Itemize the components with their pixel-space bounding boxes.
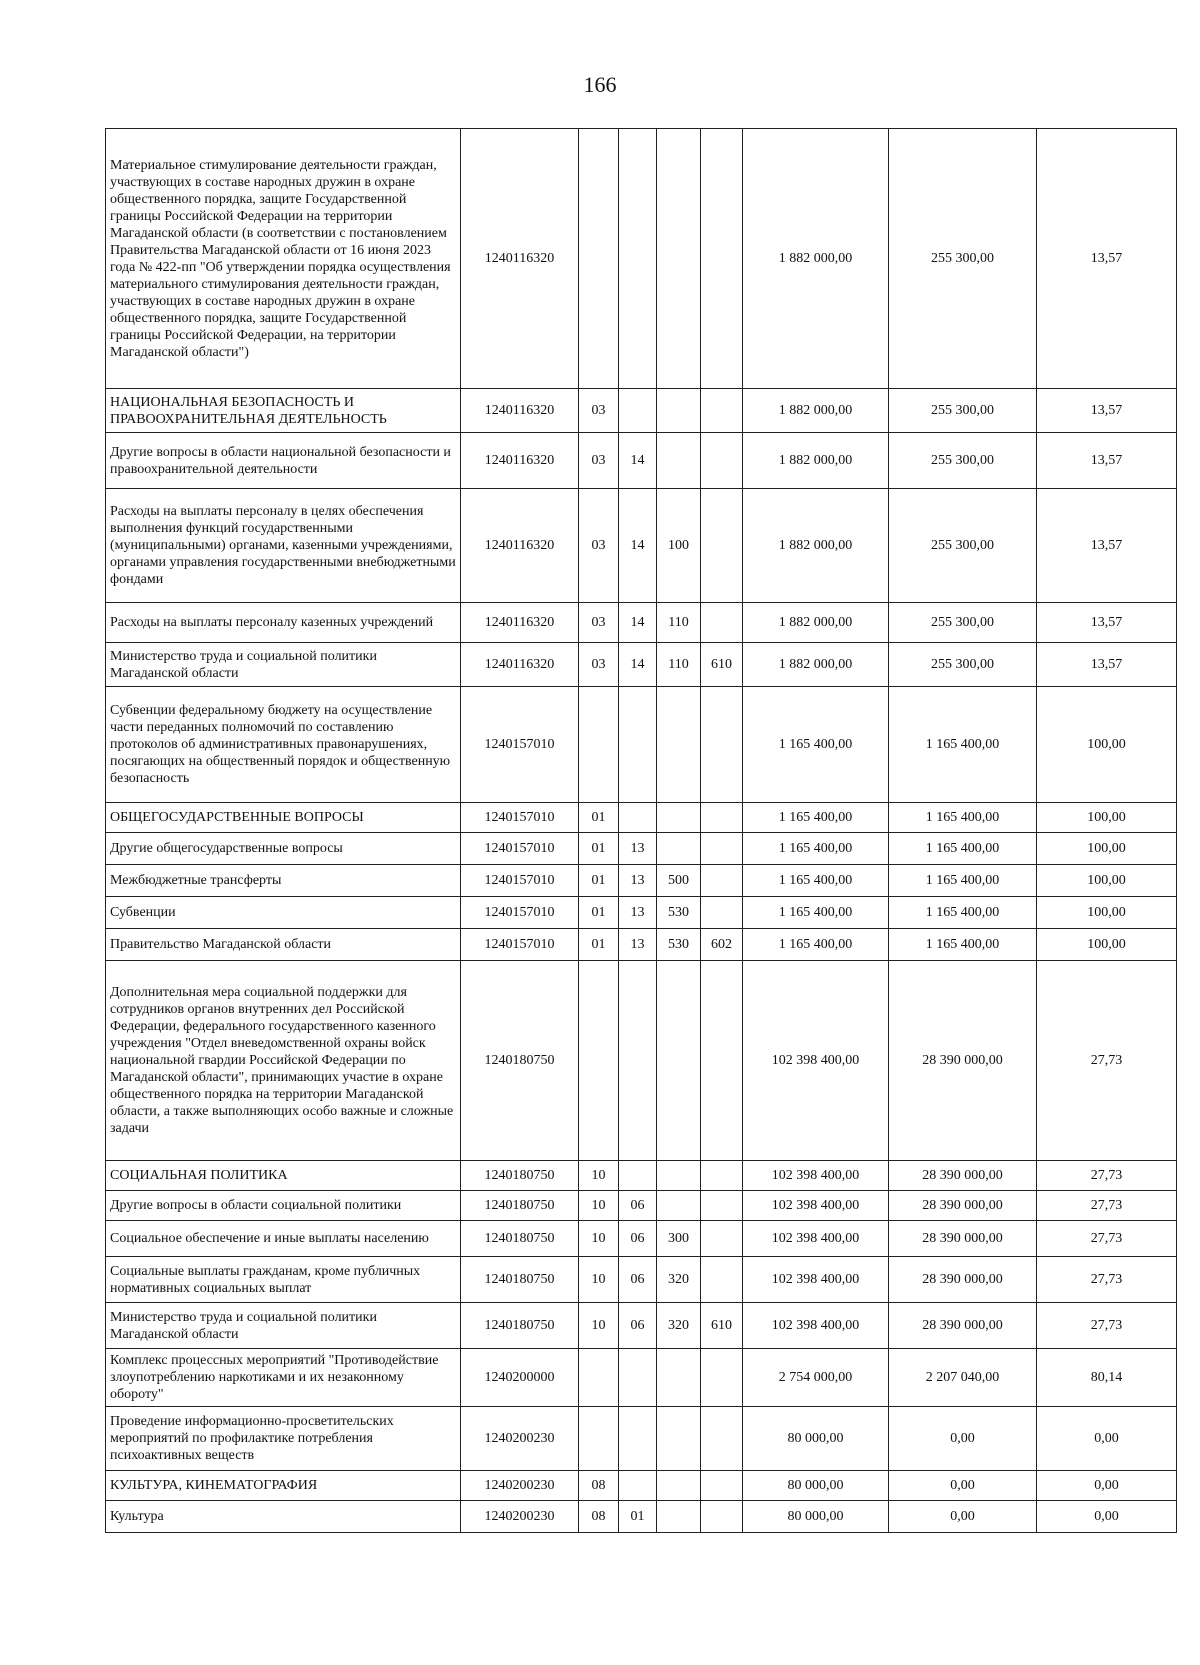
row-expense-type xyxy=(657,687,701,803)
row-name: Социальное обеспечение и иные выплаты населению xyxy=(106,1221,461,1257)
row-expense-type xyxy=(657,803,701,833)
row-section: 10 xyxy=(579,1303,619,1349)
row-percent: 13,57 xyxy=(1037,129,1177,389)
row-expense-type: 300 xyxy=(657,1221,701,1257)
row-section xyxy=(579,961,619,1161)
table-row xyxy=(106,1257,1177,1303)
row-subsection: 06 xyxy=(619,1191,657,1221)
row-expense-type xyxy=(657,833,701,865)
row-actual-amount: 1 165 400,00 xyxy=(889,929,1037,961)
row-code: 1240116320 xyxy=(461,433,579,489)
row-section: 01 xyxy=(579,803,619,833)
row-admin-code xyxy=(701,1191,743,1221)
row-actual-amount: 1 165 400,00 xyxy=(889,687,1037,803)
row-percent: 27,73 xyxy=(1037,1221,1177,1257)
row-subsection xyxy=(619,687,657,803)
row-section: 10 xyxy=(579,1257,619,1303)
row-plan-amount: 80 000,00 xyxy=(743,1471,889,1501)
row-plan-amount: 80 000,00 xyxy=(743,1407,889,1471)
row-expense-type: 110 xyxy=(657,603,701,643)
row-actual-amount: 28 390 000,00 xyxy=(889,961,1037,1161)
row-section xyxy=(579,687,619,803)
row-subsection: 06 xyxy=(619,1257,657,1303)
row-actual-amount: 1 165 400,00 xyxy=(889,833,1037,865)
row-name: Расходы на выплаты персоналу казенных учреждений xyxy=(106,603,461,643)
budget-table xyxy=(105,128,1177,1533)
row-actual-amount: 28 390 000,00 xyxy=(889,1191,1037,1221)
row-plan-amount: 1 165 400,00 xyxy=(743,803,889,833)
table-row xyxy=(106,961,1177,1161)
row-section: 10 xyxy=(579,1191,619,1221)
row-admin-code xyxy=(701,1221,743,1257)
row-name: Другие вопросы в области социальной политики xyxy=(106,1191,461,1221)
row-percent: 27,73 xyxy=(1037,1303,1177,1349)
table-row xyxy=(106,1407,1177,1471)
row-code: 1240180750 xyxy=(461,1257,579,1303)
row-expense-type xyxy=(657,1407,701,1471)
row-code: 1240180750 xyxy=(461,1161,579,1191)
row-expense-type xyxy=(657,389,701,433)
row-section: 01 xyxy=(579,929,619,961)
row-plan-amount: 102 398 400,00 xyxy=(743,1161,889,1191)
row-subsection: 13 xyxy=(619,865,657,897)
row-code: 1240116320 xyxy=(461,129,579,389)
row-actual-amount: 255 300,00 xyxy=(889,129,1037,389)
row-name: Межбюджетные трансферты xyxy=(106,865,461,897)
row-subsection xyxy=(619,389,657,433)
row-admin-code xyxy=(701,1501,743,1533)
table-row xyxy=(106,1221,1177,1257)
row-section: 03 xyxy=(579,433,619,489)
row-section: 03 xyxy=(579,603,619,643)
row-actual-amount: 1 165 400,00 xyxy=(889,865,1037,897)
row-plan-amount: 1 882 000,00 xyxy=(743,433,889,489)
row-code: 1240116320 xyxy=(461,603,579,643)
row-name: СОЦИАЛЬНАЯ ПОЛИТИКА xyxy=(106,1161,461,1191)
row-percent: 13,57 xyxy=(1037,643,1177,687)
row-plan-amount: 102 398 400,00 xyxy=(743,1221,889,1257)
table-row xyxy=(106,1471,1177,1501)
row-section: 08 xyxy=(579,1501,619,1533)
row-expense-type: 500 xyxy=(657,865,701,897)
row-plan-amount: 102 398 400,00 xyxy=(743,1191,889,1221)
row-actual-amount: 2 207 040,00 xyxy=(889,1349,1037,1407)
row-percent: 0,00 xyxy=(1037,1407,1177,1471)
row-plan-amount: 102 398 400,00 xyxy=(743,961,889,1161)
table-row xyxy=(106,929,1177,961)
row-section: 01 xyxy=(579,833,619,865)
row-subsection xyxy=(619,1161,657,1191)
row-name: Материальное стимулирование деятельности граждан, участвующих в составе народных дружин в охране общественного порядка, защите Государственной границы Российской Федерации на территории Магаданской области (в соответствии с постановлением Правительства Магаданской области от 16 июня 2023 года № 422-пп "Об утверждении порядка осуществления материального стимулирования деятельности граждан, участвующих в составе народных дружин в охране общественного порядка, защите Государственной границы Российской Федерации, на территории Магаданской области") xyxy=(106,129,461,389)
row-percent: 80,14 xyxy=(1037,1349,1177,1407)
row-subsection: 14 xyxy=(619,489,657,603)
row-expense-type: 320 xyxy=(657,1257,701,1303)
row-percent: 100,00 xyxy=(1037,865,1177,897)
row-name: Культура xyxy=(106,1501,461,1533)
row-subsection xyxy=(619,1349,657,1407)
row-expense-type xyxy=(657,1191,701,1221)
row-actual-amount: 255 300,00 xyxy=(889,603,1037,643)
row-expense-type xyxy=(657,961,701,1161)
row-actual-amount: 0,00 xyxy=(889,1407,1037,1471)
row-name: Комплекс процессных мероприятий "Противодействие злоупотреблению наркотиками и их незаконному обороту" xyxy=(106,1349,461,1407)
row-percent: 100,00 xyxy=(1037,803,1177,833)
row-code: 1240157010 xyxy=(461,833,579,865)
row-admin-code xyxy=(701,129,743,389)
row-expense-type: 100 xyxy=(657,489,701,603)
table-row xyxy=(106,389,1177,433)
row-name: Министерство труда и социальной политики Магаданской области xyxy=(106,1303,461,1349)
row-expense-type xyxy=(657,433,701,489)
row-admin-code xyxy=(701,961,743,1161)
table-row xyxy=(106,1501,1177,1533)
row-code: 1240180750 xyxy=(461,1191,579,1221)
row-actual-amount: 28 390 000,00 xyxy=(889,1161,1037,1191)
row-expense-type: 110 xyxy=(657,643,701,687)
row-actual-amount: 28 390 000,00 xyxy=(889,1221,1037,1257)
row-subsection xyxy=(619,803,657,833)
row-admin-code xyxy=(701,803,743,833)
table-row xyxy=(106,833,1177,865)
row-expense-type xyxy=(657,1349,701,1407)
row-expense-type: 530 xyxy=(657,929,701,961)
row-percent: 100,00 xyxy=(1037,687,1177,803)
row-name: Субвенции xyxy=(106,897,461,929)
table-row xyxy=(106,1303,1177,1349)
row-section: 10 xyxy=(579,1221,619,1257)
table-row xyxy=(106,1191,1177,1221)
row-percent: 27,73 xyxy=(1037,961,1177,1161)
row-actual-amount: 0,00 xyxy=(889,1501,1037,1533)
row-section: 03 xyxy=(579,489,619,603)
row-plan-amount: 1 165 400,00 xyxy=(743,929,889,961)
row-percent: 13,57 xyxy=(1037,603,1177,643)
row-code: 1240157010 xyxy=(461,687,579,803)
row-admin-code: 610 xyxy=(701,643,743,687)
row-plan-amount: 102 398 400,00 xyxy=(743,1303,889,1349)
row-section xyxy=(579,1407,619,1471)
row-plan-amount: 102 398 400,00 xyxy=(743,1257,889,1303)
row-name: Социальные выплаты гражданам, кроме публичных нормативных социальных выплат xyxy=(106,1257,461,1303)
row-percent: 0,00 xyxy=(1037,1501,1177,1533)
row-name: КУЛЬТУРА, КИНЕМАТОГРАФИЯ xyxy=(106,1471,461,1501)
row-name: Министерство труда и социальной политики Магаданской области xyxy=(106,643,461,687)
row-code: 1240180750 xyxy=(461,1303,579,1349)
row-expense-type xyxy=(657,129,701,389)
row-plan-amount: 1 165 400,00 xyxy=(743,687,889,803)
row-percent: 13,57 xyxy=(1037,433,1177,489)
row-admin-code xyxy=(701,897,743,929)
row-percent: 100,00 xyxy=(1037,833,1177,865)
row-plan-amount: 1 882 000,00 xyxy=(743,643,889,687)
row-subsection: 13 xyxy=(619,897,657,929)
row-code: 1240116320 xyxy=(461,489,579,603)
row-actual-amount: 255 300,00 xyxy=(889,389,1037,433)
row-section: 03 xyxy=(579,389,619,433)
row-plan-amount: 1 165 400,00 xyxy=(743,897,889,929)
row-name: Проведение информационно-просветительских мероприятий по профилактике потребления психоактивных веществ xyxy=(106,1407,461,1471)
row-percent: 100,00 xyxy=(1037,897,1177,929)
row-subsection: 13 xyxy=(619,929,657,961)
page-number: 166 xyxy=(583,72,617,97)
row-admin-code xyxy=(701,603,743,643)
row-subsection: 13 xyxy=(619,833,657,865)
row-admin-code xyxy=(701,687,743,803)
row-actual-amount: 255 300,00 xyxy=(889,643,1037,687)
row-name: Расходы на выплаты персоналу в целях обеспечения выполнения функций государственными (муниципальными) органами, казенными учреждениями, органами управления государственными внебюджетными фондами xyxy=(106,489,461,603)
row-section xyxy=(579,1349,619,1407)
row-code: 1240116320 xyxy=(461,643,579,687)
row-percent: 27,73 xyxy=(1037,1257,1177,1303)
row-code: 1240200230 xyxy=(461,1407,579,1471)
row-plan-amount: 2 754 000,00 xyxy=(743,1349,889,1407)
row-section: 01 xyxy=(579,865,619,897)
row-name: Субвенции федеральному бюджету на осуществление части переданных полномочий по составлению протоколов об административных правонарушениях, посягающих на общественный порядок и общественную безопасность xyxy=(106,687,461,803)
row-code: 1240200230 xyxy=(461,1471,579,1501)
row-name: ОБЩЕГОСУДАРСТВЕННЫЕ ВОПРОСЫ xyxy=(106,803,461,833)
row-code: 1240157010 xyxy=(461,803,579,833)
row-name: Другие общегосударственные вопросы xyxy=(106,833,461,865)
row-section: 01 xyxy=(579,897,619,929)
table-row xyxy=(106,129,1177,389)
row-plan-amount: 1 882 000,00 xyxy=(743,389,889,433)
row-admin-code xyxy=(701,1471,743,1501)
row-expense-type xyxy=(657,1471,701,1501)
table-row xyxy=(106,1161,1177,1191)
row-admin-code xyxy=(701,865,743,897)
row-plan-amount: 1 882 000,00 xyxy=(743,129,889,389)
row-subsection: 14 xyxy=(619,433,657,489)
row-subsection: 14 xyxy=(619,643,657,687)
table-row xyxy=(106,897,1177,929)
row-subsection: 14 xyxy=(619,603,657,643)
row-admin-code xyxy=(701,1257,743,1303)
row-actual-amount: 28 390 000,00 xyxy=(889,1303,1037,1349)
row-admin-code xyxy=(701,1349,743,1407)
row-admin-code: 602 xyxy=(701,929,743,961)
row-actual-amount: 0,00 xyxy=(889,1471,1037,1501)
row-admin-code xyxy=(701,1407,743,1471)
row-plan-amount: 1 882 000,00 xyxy=(743,603,889,643)
table-row xyxy=(106,603,1177,643)
row-section: 10 xyxy=(579,1161,619,1191)
row-admin-code xyxy=(701,1161,743,1191)
row-name: Дополнительная мера социальной поддержки для сотрудников органов внутренних дел Российской Федерации, федерального государственного казенного учреждения "Отдел вневедомственной охраны войск национальной гвардии Российской Федерации по Магаданской области", принимающих участие в охране общественного порядка на территории Магаданской области, а также выполняющих особо важные и сложные задачи xyxy=(106,961,461,1161)
row-actual-amount: 1 165 400,00 xyxy=(889,803,1037,833)
row-subsection xyxy=(619,1471,657,1501)
table-row xyxy=(106,1349,1177,1407)
row-actual-amount: 28 390 000,00 xyxy=(889,1257,1037,1303)
row-subsection xyxy=(619,1407,657,1471)
row-code: 1240180750 xyxy=(461,1221,579,1257)
row-actual-amount: 255 300,00 xyxy=(889,489,1037,603)
row-subsection: 06 xyxy=(619,1221,657,1257)
row-plan-amount: 80 000,00 xyxy=(743,1501,889,1533)
row-section: 08 xyxy=(579,1471,619,1501)
row-percent: 100,00 xyxy=(1037,929,1177,961)
row-subsection: 01 xyxy=(619,1501,657,1533)
row-section xyxy=(579,129,619,389)
row-expense-type: 320 xyxy=(657,1303,701,1349)
row-subsection: 06 xyxy=(619,1303,657,1349)
row-actual-amount: 255 300,00 xyxy=(889,433,1037,489)
table-row xyxy=(106,489,1177,603)
row-admin-code: 610 xyxy=(701,1303,743,1349)
row-section: 03 xyxy=(579,643,619,687)
row-code: 1240157010 xyxy=(461,897,579,929)
row-code: 1240116320 xyxy=(461,389,579,433)
row-admin-code xyxy=(701,433,743,489)
row-percent: 27,73 xyxy=(1037,1191,1177,1221)
row-percent: 13,57 xyxy=(1037,389,1177,433)
row-percent: 27,73 xyxy=(1037,1161,1177,1191)
row-expense-type xyxy=(657,1161,701,1191)
row-code: 1240157010 xyxy=(461,929,579,961)
row-expense-type xyxy=(657,1501,701,1533)
table-row xyxy=(106,803,1177,833)
table-row xyxy=(106,643,1177,687)
row-name: Правительство Магаданской области xyxy=(106,929,461,961)
row-code: 1240157010 xyxy=(461,865,579,897)
table-row xyxy=(106,687,1177,803)
row-code: 1240180750 xyxy=(461,961,579,1161)
row-admin-code xyxy=(701,833,743,865)
row-actual-amount: 1 165 400,00 xyxy=(889,897,1037,929)
row-plan-amount: 1 882 000,00 xyxy=(743,489,889,603)
row-code: 1240200000 xyxy=(461,1349,579,1407)
row-subsection xyxy=(619,129,657,389)
row-percent: 0,00 xyxy=(1037,1471,1177,1501)
row-plan-amount: 1 165 400,00 xyxy=(743,833,889,865)
table-row xyxy=(106,433,1177,489)
table-row xyxy=(106,865,1177,897)
row-subsection xyxy=(619,961,657,1161)
row-admin-code xyxy=(701,489,743,603)
row-plan-amount: 1 165 400,00 xyxy=(743,865,889,897)
row-name: НАЦИОНАЛЬНАЯ БЕЗОПАСНОСТЬ И ПРАВООХРАНИТЕЛЬНАЯ ДЕЯТЕЛЬНОСТЬ xyxy=(106,389,461,433)
row-name: Другие вопросы в области национальной безопасности и правоохранительной деятельности xyxy=(106,433,461,489)
row-expense-type: 530 xyxy=(657,897,701,929)
row-code: 1240200230 xyxy=(461,1501,579,1533)
row-admin-code xyxy=(701,389,743,433)
row-percent: 13,57 xyxy=(1037,489,1177,603)
